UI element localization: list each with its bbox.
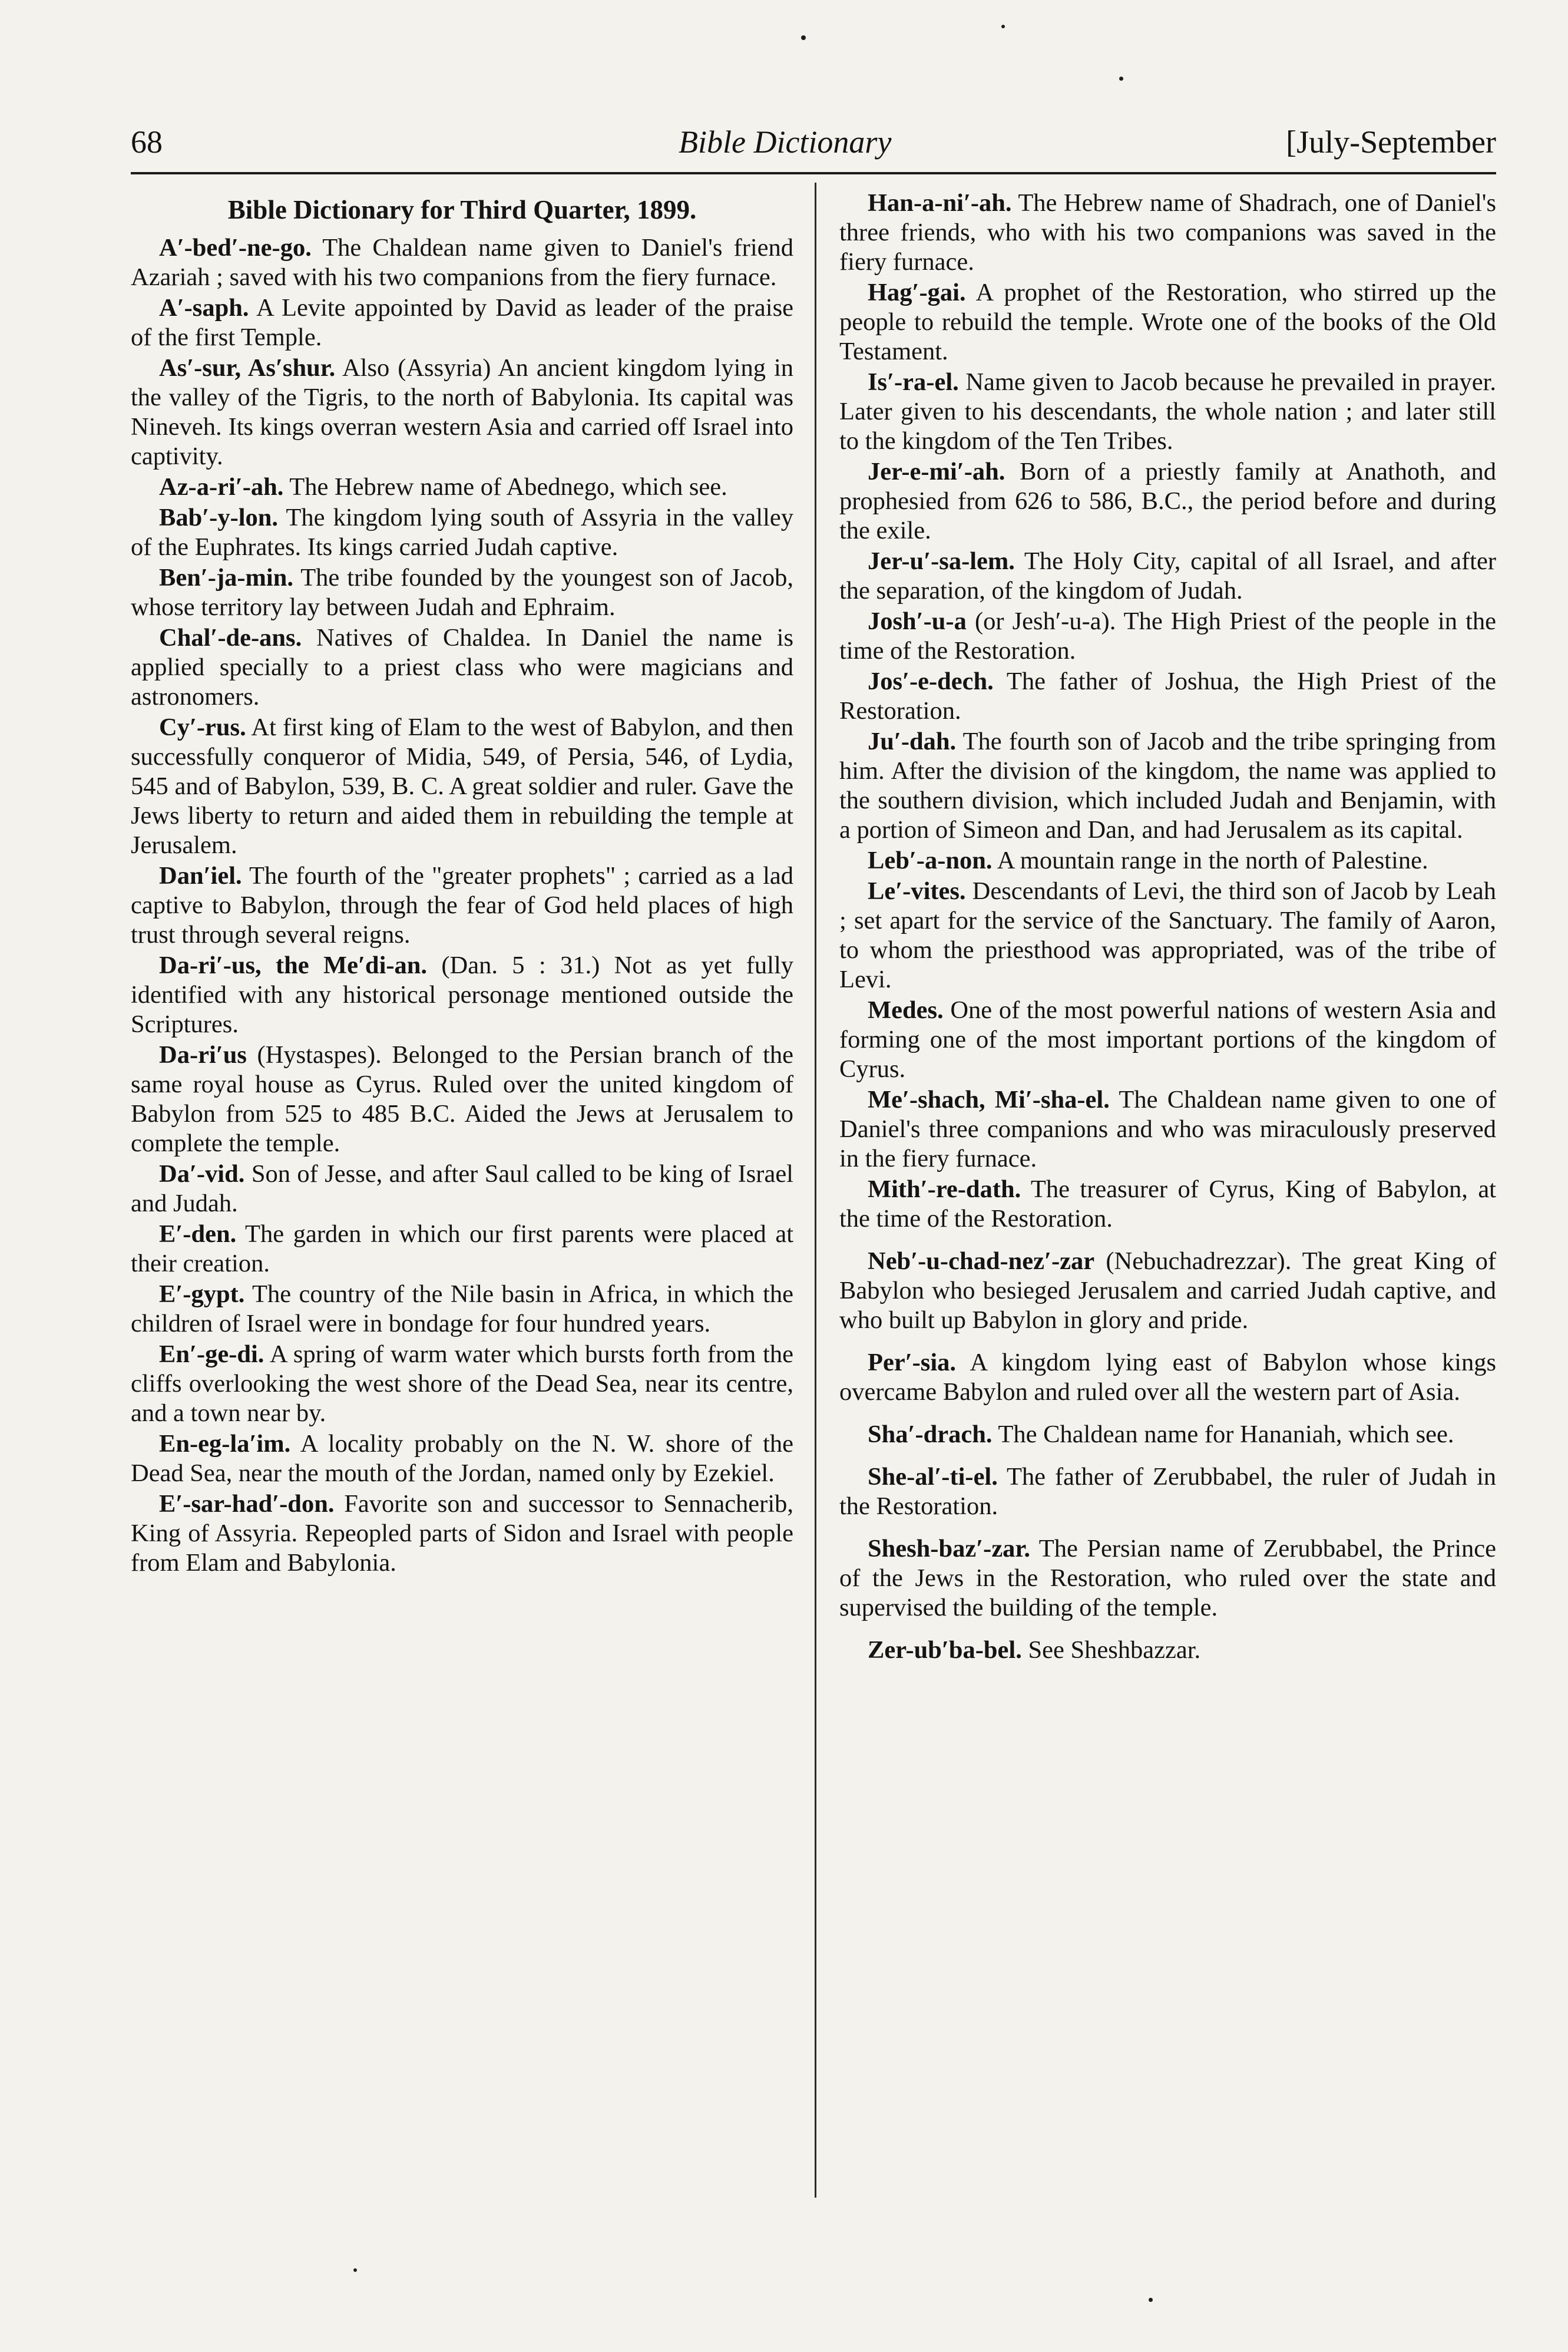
dictionary-entry (839, 1462, 1496, 1521)
entry-definition: A locality probably on the N. W. shore of the Dead Sea, near the mouth of the Jordan, named only by Ezekiel. (131, 1430, 794, 1487)
entry-term: Me′-shach, Mi′-sha-el. (868, 1086, 1110, 1114)
entry-definition: The fourth son of Jacob and the tribe springing from him. After the division of the kingdom, the name was applied to the southern division, which included Judah and Benjamin, with a portion of Simeon and Dan, and had Jerusalem as its capital. (839, 728, 1496, 844)
entry-definition: (Hystaspes). Belonged to the Persian branch of the same royal house as Cyrus. Ruled over the united kingdom of Babylon from 525 to 485 B.C. Aided the Jews at Jerusalem to complete the temple. (131, 1041, 793, 1157)
entry-term: A′-bed′-ne-go. (159, 234, 312, 262)
entry-definition: Natives of Chaldea. In Daniel the name is applied specially to a priest class who were magicians and astronomers. (131, 624, 794, 711)
column-divider (815, 183, 816, 2198)
entry-term: Da-ri′us (159, 1041, 247, 1069)
dictionary-entry (131, 563, 793, 622)
entry-term: Chal′-de-ans. (159, 624, 302, 652)
entry-definition: Son of Jesse, and after Saul called to be king of Israel and Judah. (131, 1160, 793, 1217)
dictionary-entry (131, 951, 793, 1039)
entry-definition: The father of Zerubbabel, the ruler of Judah in the Restoration. (839, 1463, 1497, 1520)
page-number: 68 (131, 124, 163, 160)
entry-term: She-al′-ti-el. (868, 1463, 998, 1491)
dictionary-entry (839, 547, 1496, 606)
entry-definition: Born of a priestly family at Anathoth, and prophesied from 626 to 586, B.C., the period before and during the exile. (839, 458, 1497, 544)
entry-definition: The Chaldean name given to one of Daniel's three companions and who was miraculously preserved in the fiery furnace. (839, 1086, 1496, 1172)
print-speck (353, 2268, 357, 2272)
entry-definition: The fourth of the "greater prophets" ; carried as a lad captive to Babylon, through the fear of God held places of high trust through several reigns. (131, 862, 793, 949)
dictionary-entry (839, 607, 1496, 666)
entry-definition: The treasurer of Cyrus, King of Babylon, at the time of the Restoration. (839, 1175, 1496, 1233)
entry-definition: Descendants of Levi, the third son of Jacob by Leah ; set apart for the service of the Sanctuary. The family of Aaron, to whom the priesthood was appropriated, was of the tribe of Levi. (839, 877, 1497, 993)
entry-definition: At first king of Elam to the west of Babylon, and then successfully conqueror of Midia, 549, of Persia, 546, of Lydia, 545 and of Babylon, 539, B. C. A great soldier and ruler. Gave the Jews liberty to return and aided them in rebuilding the temple at Jerusalem. (131, 713, 793, 859)
dictionary-entry (839, 1175, 1496, 1234)
dictionary-entry (839, 1636, 1496, 1665)
entry-term: A′-saph. (159, 294, 249, 322)
entry-term: Jer-e-mi′-ah. (868, 458, 1005, 485)
entry-term: Per′-sia. (868, 1349, 957, 1376)
right-column (839, 189, 1496, 1666)
print-speck (1149, 2298, 1153, 2302)
section-title: Bible Dictionary for Third Quarter, 1899. (227, 195, 697, 224)
entry-term: Neb′-u-chad-nez′-zar (868, 1247, 1095, 1275)
right-entries (839, 189, 1496, 1665)
entry-term: Han-a-ni′-ah. (868, 189, 1012, 217)
entry-definition: Favorite son and successor to Sennacherib, King of Assyria. Repeopled parts of Sidon and Israel with people from Elam and Babylonia. (131, 1490, 794, 1577)
entry-term: Josh′-u-a (868, 607, 967, 635)
header-rule (131, 172, 1496, 174)
dictionary-entry (839, 846, 1496, 876)
entry-term: Le′-vites. (868, 877, 966, 905)
entry-definition: See Sheshbazzar. (1028, 1636, 1201, 1664)
running-title: Bible Dictionary (679, 124, 892, 160)
entry-definition: One of the most powerful nations of western Asia and forming one of the most important portions of the kingdom of Cyrus. (839, 996, 1496, 1083)
entry-term: Sha′-drach. (868, 1421, 993, 1448)
dictionary-entry (131, 233, 793, 292)
page-header (131, 124, 1496, 165)
entry-term: Hag′-gai. (868, 279, 966, 306)
dictionary-entry (131, 1340, 793, 1428)
entry-term: Bab′-y-lon. (159, 504, 279, 531)
entry-term: E′-sar-had′-don. (159, 1490, 335, 1518)
dictionary-entry (131, 354, 793, 471)
entry-definition: The Persian name of Zerubbabel, the Prince of the Jews in the Restoration, who ruled over the state and supervised the building of the temple. (839, 1535, 1496, 1621)
dictionary-entry (131, 623, 793, 712)
dictionary-entry (131, 473, 793, 502)
entry-term: Ben′-ja-min. (159, 564, 293, 592)
entry-term: Da′-vid. (159, 1160, 245, 1188)
entry-definition: A prophet of the Restoration, who stirred up the people to rebuild the temple. Wrote one of the books of the Old Testament. (839, 279, 1497, 365)
entry-definition: The father of Joshua, the High Priest of the Restoration. (839, 668, 1496, 725)
dictionary-entry (839, 1534, 1496, 1623)
entry-definition: The tribe founded by the youngest son of Jacob, whose territory lay between Judah and Ephraim. (131, 564, 793, 621)
entry-definition: A mountain range in the north of Palestine. (997, 847, 1428, 874)
print-speck (801, 35, 806, 40)
dictionary-entry (131, 1040, 793, 1158)
entry-term: E′-den. (159, 1220, 237, 1248)
print-speck (1001, 25, 1005, 28)
entry-term: Medes. (868, 996, 944, 1024)
entry-definition: The kingdom lying south of Assyria in the valley of the Euphrates. Its kings carried Judah captive. (131, 504, 793, 561)
dictionary-entry (839, 877, 1496, 995)
entry-term: Is′-ra-el. (868, 368, 959, 396)
entry-term: En-eg-la′im. (159, 1430, 291, 1458)
dictionary-entry (839, 457, 1496, 546)
entry-definition: Also (Assyria) An ancient kingdom lying in the valley of the Tigris, to the north of Babylonia. Its capital was Nineveh. Its kings overran western Asia and carried off Israel into captivity. (131, 354, 793, 470)
entry-term: Jos′-e-dech. (868, 668, 994, 695)
dictionary-entry (839, 1247, 1496, 1335)
entry-definition: The Chaldean name for Hananiah, which see. (998, 1421, 1454, 1448)
print-speck (1119, 77, 1123, 81)
left-column (131, 189, 793, 1579)
entry-definition: The Hebrew name of Shadrach, one of Daniel's three friends, who with his two companions was saved in the fiery furnace. (839, 189, 1497, 276)
entry-definition: The Holy City, capital of all Israel, and after the separation, of the kingdom of Judah. (839, 547, 1496, 604)
entry-definition: A Levite appointed by David as leader of the praise of the first Temple. (131, 294, 793, 351)
dictionary-entry (839, 368, 1496, 456)
entry-term: Leb′-a-non. (868, 847, 993, 874)
entry-term: En′-ge-di. (159, 1340, 264, 1368)
dictionary-entry (131, 1160, 793, 1218)
dictionary-entry (839, 189, 1496, 277)
entry-definition: (Nebuchadrezzar). The great King of Babylon who besieged Jerusalem and carried Judah captive, and who built up Babylon in glory and pride. (839, 1247, 1497, 1334)
entry-term: Ju′-dah. (868, 728, 957, 755)
dictionary-entry (131, 861, 793, 950)
entry-definition: A spring of warm water which bursts forth from the cliffs overlooking the west shore of the Dead Sea, near its centre, and a town near by. (131, 1340, 794, 1427)
entry-term: Az-a-ri′-ah. (159, 473, 284, 501)
entry-definition: A kingdom lying east of Babylon whose kings overcame Babylon and ruled over all the western part of Asia. (839, 1349, 1496, 1406)
entry-term: Dan′iel. (159, 862, 242, 890)
dictionary-entry (131, 503, 793, 562)
dictionary-entry (131, 1280, 793, 1339)
dictionary-entry (839, 1348, 1496, 1407)
entry-definition: The Hebrew name of Abednego, which see. (289, 473, 727, 501)
dictionary-entry (839, 278, 1496, 366)
entry-definition: The Chaldean name given to Daniel's friend Azariah ; saved with his two companions from the fiery furnace. (131, 234, 794, 291)
entry-term: Cy′-rus. (159, 713, 246, 741)
left-entries (131, 233, 793, 1578)
entry-term: Mith′-re-dath. (868, 1175, 1021, 1203)
dictionary-entry (131, 1429, 793, 1488)
entry-term: Shesh-baz′-zar. (868, 1535, 1031, 1563)
dictionary-entry (839, 1085, 1496, 1174)
dictionary-entry (131, 293, 793, 352)
dictionary-entry (131, 1220, 793, 1279)
entry-definition: Name given to Jacob because he prevailed in prayer. Later given to his descendants, the whole nation ; and later still to the kingdom of the Ten Tribes. (839, 368, 1497, 455)
dictionary-entry (131, 1489, 793, 1578)
entry-definition: The garden in which our first parents were placed at their creation. (131, 1220, 793, 1277)
dictionary-entry (839, 727, 1496, 845)
entry-term: Jer-u′-sa-lem. (868, 547, 1015, 575)
dictionary-entry (839, 1420, 1496, 1449)
entry-term: As′-sur, As′shur. (159, 354, 336, 382)
entry-term: Zer-ub′ba-bel. (868, 1636, 1022, 1664)
issue-label: [July-September (1286, 124, 1496, 160)
entry-definition: (Dan. 5 : 31.) Not as yet fully identified with any historical personage mentioned outside the Scriptures. (131, 952, 794, 1038)
entry-term: Da-ri′-us, the Me′di-an. (159, 952, 428, 979)
entry-term: E′-gypt. (159, 1280, 245, 1308)
dictionary-entry (131, 713, 793, 860)
dictionary-entry (839, 996, 1496, 1084)
dictionary-entry (839, 667, 1496, 726)
entry-definition: The country of the Nile basin in Africa, in which the children of Israel were in bondage for four hundred years. (131, 1280, 793, 1337)
entry-definition: (or Jesh′-u-a). The High Priest of the people in the time of the Restoration. (839, 607, 1496, 665)
